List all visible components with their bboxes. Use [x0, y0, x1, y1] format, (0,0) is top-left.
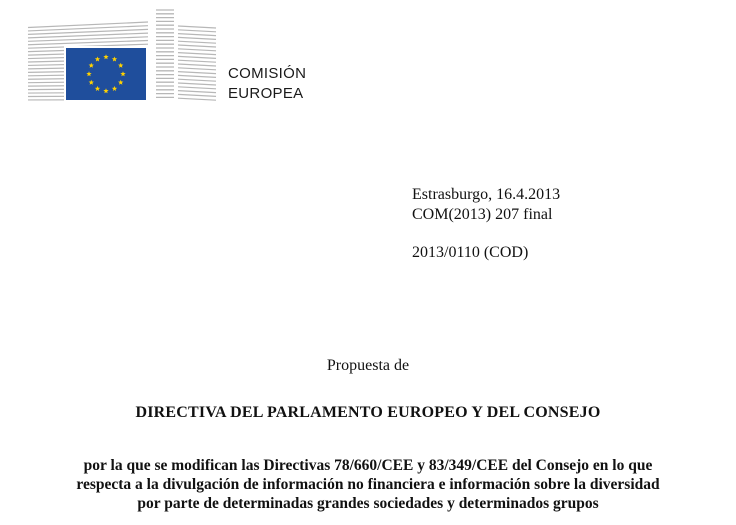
proposal-label: Propuesta de: [326, 357, 410, 374]
organization-name: [228, 64, 306, 104]
organization-name-line-2: EUROPEA: [228, 85, 304, 102]
procedure-number: 2013/0110 (COD): [412, 244, 529, 261]
document-metadata: [412, 185, 560, 263]
european-commission-logo-icon: [26, 8, 218, 102]
place-and-date: Estrasburgo, 16.4.2013: [412, 186, 561, 203]
subtitle-line-1: por la que se modifican las Directivas 78/660/CEE y 83/349/CEE del Consejo en lo que: [83, 457, 653, 474]
organization-name-line-1: COMISIÓN: [228, 65, 307, 82]
subtitle-line-3: por parte de determinadas grandes sociedades y determinados grupos: [137, 495, 599, 512]
subtitle-line-2: respecta a la divulgación de información no financiera e información sobre la diversidad: [76, 476, 660, 493]
document-reference: COM(2013) 207 final: [412, 206, 553, 223]
document-title: DIRECTIVA DEL PARLAMENTO EUROPEO Y DEL CONSEJO: [135, 404, 601, 421]
document-subtitle: [10, 456, 726, 513]
